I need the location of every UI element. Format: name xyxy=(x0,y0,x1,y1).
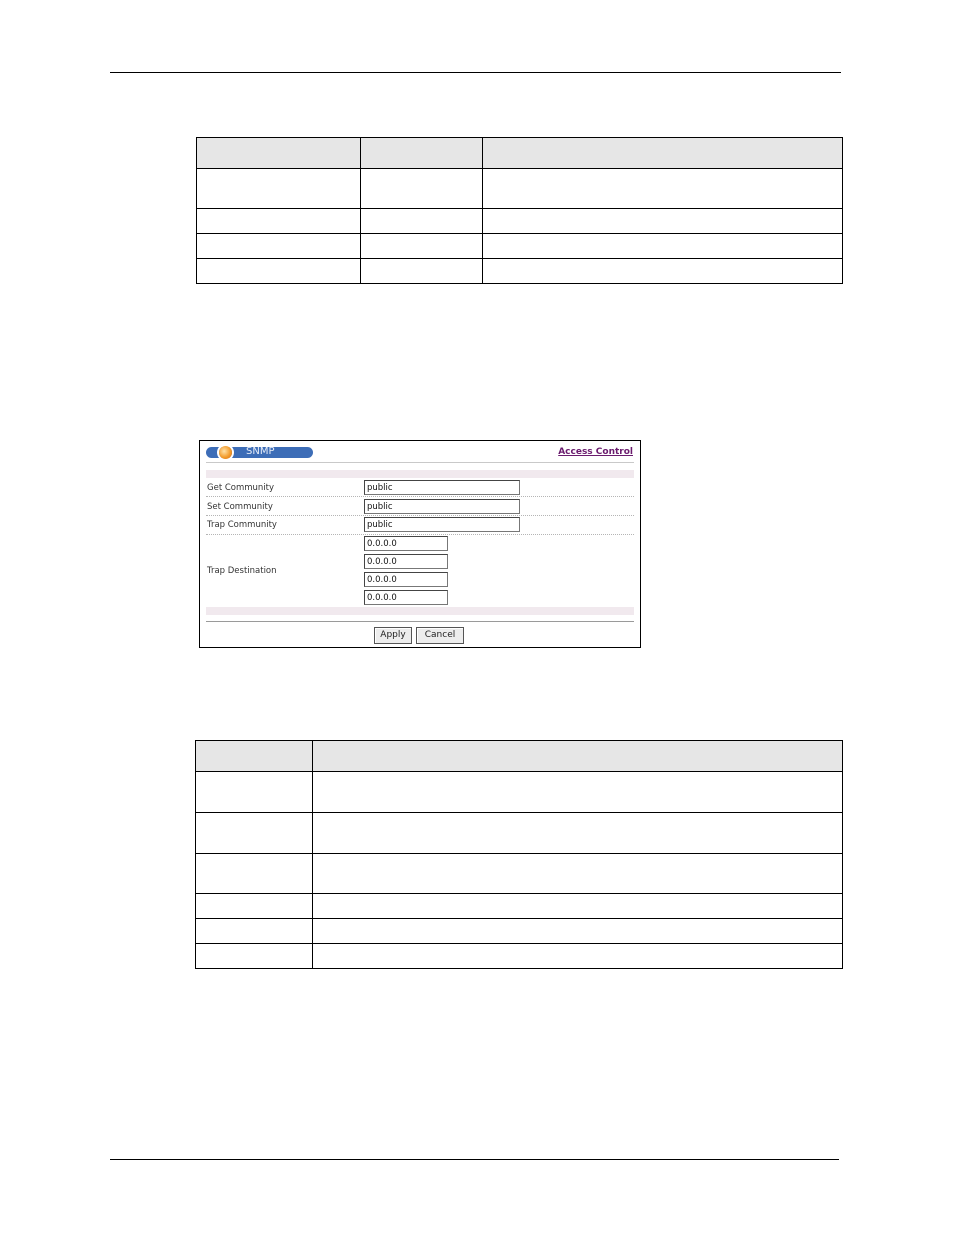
table-header-cell xyxy=(361,138,483,169)
trap-destination-input-4[interactable]: 0.0.0.0 xyxy=(364,590,448,605)
title-divider xyxy=(206,462,634,463)
header-rule xyxy=(110,72,841,73)
access-control-link[interactable]: Access Control xyxy=(558,447,633,457)
table-header-cell xyxy=(196,741,313,772)
table-cell xyxy=(313,894,843,919)
table-row xyxy=(196,919,843,944)
table-header-row xyxy=(196,741,843,772)
table-cell xyxy=(197,169,361,209)
trap-destination-input-1[interactable]: 0.0.0.0 xyxy=(364,536,448,551)
table-cell xyxy=(361,169,483,209)
table-row xyxy=(196,772,843,813)
table-cell xyxy=(197,234,361,259)
section-band-bottom xyxy=(206,607,634,615)
snmp-screenshot-panel xyxy=(199,440,641,648)
table-cell xyxy=(361,259,483,284)
footer-rule xyxy=(110,1159,839,1160)
table-cell xyxy=(313,813,843,854)
table-cell xyxy=(196,894,313,919)
cancel-button[interactable]: Cancel xyxy=(416,627,464,644)
table-cell xyxy=(196,919,313,944)
table-cell xyxy=(196,944,313,969)
table-cell xyxy=(483,169,843,209)
trap-destination-label: Trap Destination xyxy=(207,566,277,576)
reference-table-2 xyxy=(195,740,843,969)
table-header-cell xyxy=(313,741,843,772)
table-cell xyxy=(483,209,843,234)
table-row xyxy=(197,259,843,284)
snmp-title-bar xyxy=(206,447,313,458)
table-cell xyxy=(313,919,843,944)
table-header-cell xyxy=(483,138,843,169)
row-divider xyxy=(206,515,634,516)
table-cell xyxy=(483,234,843,259)
get-community-input[interactable]: public xyxy=(364,480,520,495)
status-orb-icon xyxy=(219,446,232,459)
table-header-cell xyxy=(197,138,361,169)
table-cell xyxy=(313,772,843,813)
table-cell xyxy=(361,209,483,234)
row-divider xyxy=(206,496,634,497)
table-row xyxy=(196,854,843,894)
trap-community-label: Trap Community xyxy=(207,520,277,530)
table-row xyxy=(197,209,843,234)
table-row xyxy=(196,944,843,969)
row-divider xyxy=(206,534,634,535)
trap-destination-input-3[interactable]: 0.0.0.0 xyxy=(364,572,448,587)
table-row xyxy=(197,169,843,209)
set-community-label: Set Community xyxy=(207,502,273,512)
table-cell xyxy=(196,854,313,894)
table-cell xyxy=(483,259,843,284)
table-cell xyxy=(313,854,843,894)
table-cell xyxy=(196,772,313,813)
footer-divider xyxy=(206,621,634,622)
trap-community-input[interactable]: public xyxy=(364,517,520,532)
table-row xyxy=(196,813,843,854)
trap-destination-input-2[interactable]: 0.0.0.0 xyxy=(364,554,448,569)
table-cell xyxy=(197,209,361,234)
table-header-row xyxy=(197,138,843,169)
reference-table-1 xyxy=(196,137,843,284)
table-cell xyxy=(313,944,843,969)
apply-button[interactable]: Apply xyxy=(374,627,412,644)
section-band-top xyxy=(206,470,634,478)
set-community-input[interactable]: public xyxy=(364,499,520,514)
table-row xyxy=(197,234,843,259)
table-cell xyxy=(361,234,483,259)
table-cell xyxy=(196,813,313,854)
table-cell xyxy=(197,259,361,284)
get-community-label: Get Community xyxy=(207,483,275,493)
table-row xyxy=(196,894,843,919)
snmp-title: SNMP xyxy=(246,446,275,457)
